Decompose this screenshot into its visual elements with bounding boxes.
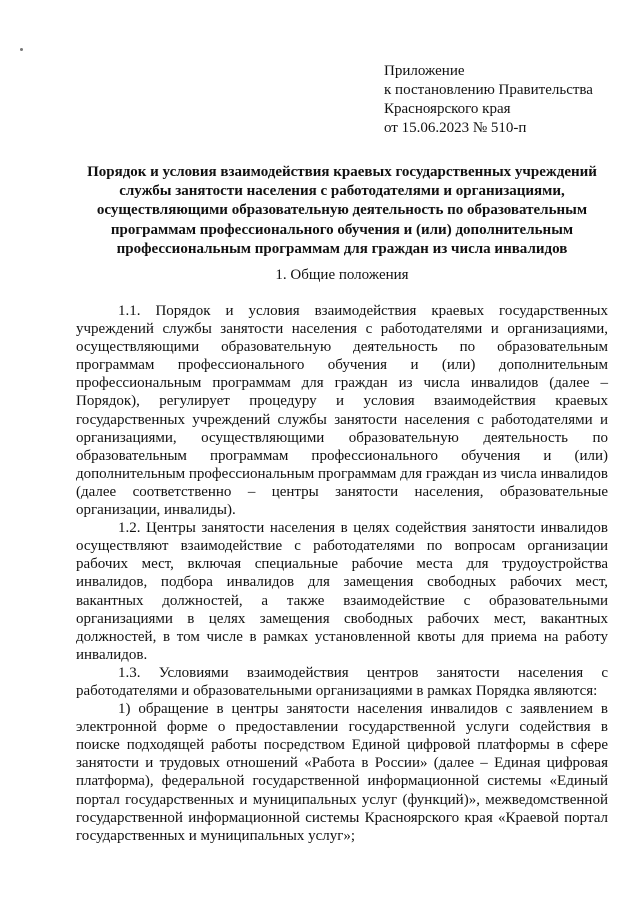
paragraph-1-3: 1.3. Условиями взаимодействия центров занятости населения с работодателями и образовательными организациями в рамках Порядка являются: <box>76 664 608 699</box>
appendix-line-4: от 15.06.2023 № 510-п <box>384 120 527 136</box>
appendix-line-3: Красноярского края <box>384 101 511 117</box>
paragraph-1-1: 1.1. Порядок и условия взаимодействия краевых государственных учреждений службы занятости населения с работодателями и организациями, осуществляющими образовательную деятельность по образовательным программам профессионального обучения и (или) дополнительным профессиональным программам для граждан из числа инвалидов (далее – Порядок), регулирует процедуру и условия взаимодействия краевых государственных учреждений службы занятости населения с работодателями и организациями, осуществляющими образовательную деятельность по образовательным программам профессионального обучения и (или) дополнительным профессиональным программам для граждан из числа инвалидов (далее соответственно – центры занятости населения, образовательные организации, инвалиды). <box>76 303 608 519</box>
scan-speck <box>20 48 23 51</box>
paragraph-1-2: 1.2. Центры занятости населения в целях содействия занятости инвалидов осуществляют взаимодействие с работодателями по вопросам организации рабочих мест, включая специальные рабочие места для трудоустройства инвалидов, подбора инвалидов для замещения свободных рабочих мест, вакантных должностей, а также взаимодействие с образовательными организациями в целях замещения свободных рабочих мест, вакантных должностей, в том числе в рамках установленной квоты для приема на работу инвалидов. <box>76 520 608 663</box>
body-text <box>76 302 608 845</box>
appendix-line-2: к постановлению Правительства <box>384 82 593 98</box>
paragraph-item-1: 1) обращение в центры занятости населения инвалидов с заявлением в электронной форме о предоставлении государственной услуги содействия в поиске подходящей работы посредством Единой цифровой платформы в сфере занятости и трудовых отношений «Работа в России» (далее – Единая цифровая платформа), федеральной государственной информационной системы «Единый портал государственных и муниципальных услуг (функций)», межведомственной государственной информационной системы Красноярского края «Краевой портал государственных и муниципальных услуг»; <box>76 701 608 844</box>
appendix-block <box>384 62 629 138</box>
document-title: Порядок и условия взаимодействия краевых государственных учреждений службы занятости населения с работодателями и организациями, осуществляющими образовательную деятельность по образовательным программам профессионального обучения и (или) дополнительным профессиональным программам для граждан из числа инвалидов <box>87 164 597 257</box>
section-heading: 1. Общие положения <box>275 267 409 283</box>
appendix-line-1: Приложение <box>384 63 465 79</box>
